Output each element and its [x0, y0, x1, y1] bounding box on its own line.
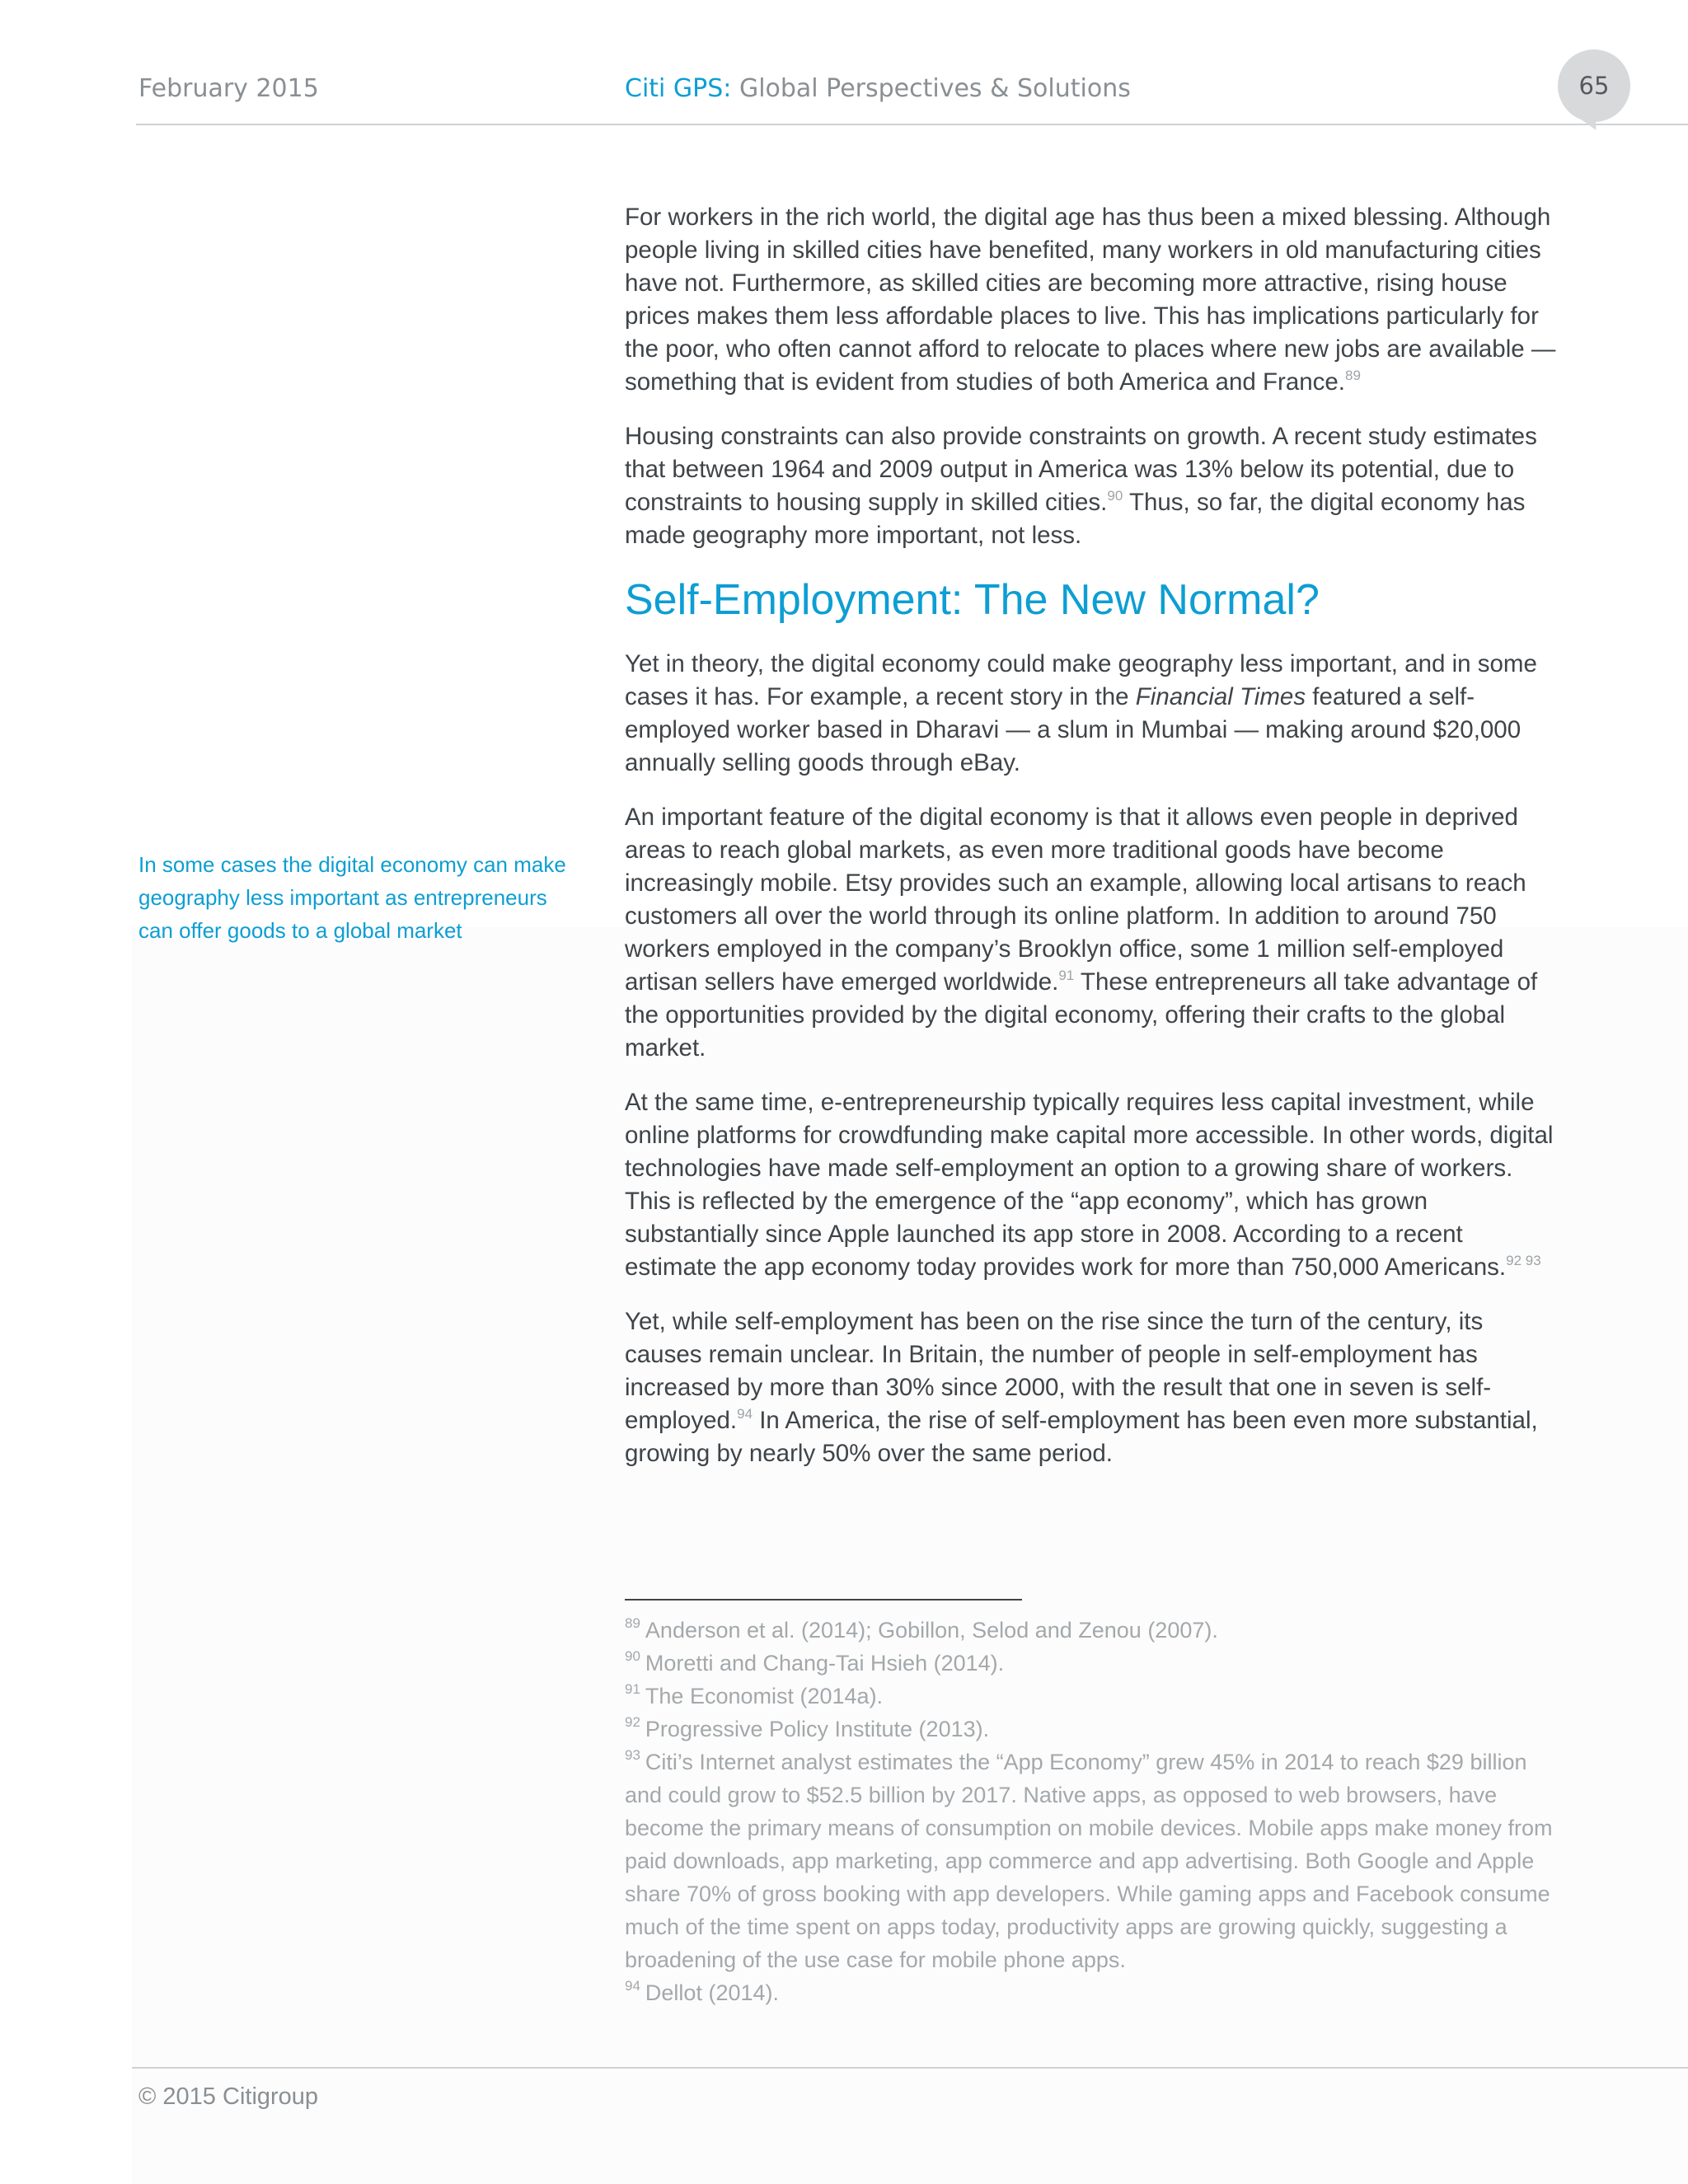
page-number: 65	[1578, 72, 1610, 100]
paragraph	[625, 420, 1556, 552]
header-divider	[136, 124, 1688, 125]
footnote	[625, 1976, 1556, 2009]
footnote-text: The Economist (2014a).	[645, 1684, 884, 1708]
footnote-text: Moretti and Chang-Tai Hsieh (2014).	[645, 1651, 1005, 1675]
page-number-badge	[1558, 49, 1630, 122]
paragraph	[625, 1086, 1556, 1284]
footnotes	[625, 1614, 1556, 2009]
header-date: February 2015	[138, 74, 319, 103]
footer-divider	[132, 2067, 1688, 2069]
paragraph-text: An important feature of the digital economy is that it allows even people in deprived areas to reach global markets, as even more traditional goods have become increasingly mobile. Etsy provides such an example, allowing local artisans to reach customers all over the world through its online platform. In addition to around 750 workers employed in the company’s Brooklyn office, some 1 million self-employed artisan sellers have emerged worldwide.	[625, 804, 1526, 996]
footnote-number: 92	[625, 1714, 640, 1730]
footnote-text: Anderson et al. (2014); Gobillon, Selod and Zenou (2007).	[645, 1618, 1218, 1643]
paragraph-text: These entrepreneurs all take advantage of the opportunities provided by the digital economy, offering their crafts to the global market.	[625, 968, 1538, 1062]
footnote-text: Progressive Policy Institute (2013).	[645, 1717, 990, 1741]
footnote-number: 90	[625, 1648, 640, 1664]
footnote	[625, 1647, 1556, 1680]
footnote-number: 94	[625, 1978, 640, 1994]
footnote-text: Citi’s Internet analyst estimates the “App Economy” grew 45% in 2014 to reach $29 billion and could grow to $52.5 billion by 2017. Native apps, as opposed to web browsers, have become the primary means of consumption on mobile devices. Mobile apps make money from paid downloads, app marketing, app commerce and app advertising. Both Google and Apple share 70% of gross booking with app developers. While gaming apps and Facebook consume much of the time spent on apps today, productivity apps are growing quickly, suggesting a broadening of the use case for mobile phone apps.	[625, 1750, 1553, 1972]
publication-title: Financial Times	[1135, 683, 1306, 710]
footnote-ref: 90	[1107, 488, 1123, 504]
footnote	[625, 1746, 1556, 1976]
header-subtitle: Global Perspectives & Solutions	[731, 74, 1131, 103]
footnote-number: 89	[625, 1615, 640, 1631]
paragraph-text: Housing constraints can also provide constraints on growth. A recent study estimates that between 1964 and 2009 output in America was 13% below its potential, due to constraints to housing supply in skilled cities.	[625, 423, 1537, 516]
footnote-ref: 89	[1344, 368, 1361, 383]
footnote-text: Dellot (2014).	[645, 1980, 780, 2005]
footnote-divider	[625, 1599, 1022, 1601]
footnote-ref: 94	[737, 1406, 753, 1422]
paragraph	[625, 801, 1556, 1065]
paragraph-text: Yet, while self-employment has been on the rise since the turn of the century, its causes remain unclear. In Britain, the number of people in self-employment has increased by more than 30% since 2000, with the result that one in seven is self-employed.	[625, 1308, 1492, 1434]
paragraph-text: In America, the rise of self-employment has been even more substantial, growing by nearly 50% over the same period.	[625, 1407, 1538, 1467]
footnote	[625, 1614, 1556, 1647]
footnote	[625, 1713, 1556, 1746]
footnote-ref: 91	[1058, 968, 1075, 983]
paragraph-text: Thus, so far, the digital economy has made geography more important, not less.	[625, 489, 1526, 549]
footer-copyright: © 2015 Citigroup	[138, 2083, 319, 2110]
sidenote-callout: In some cases the digital economy can make geography less important as entrepreneurs can offer goods to a global market	[138, 852, 566, 943]
article-body	[625, 201, 1556, 1492]
header-brand: Citi GPS:	[625, 74, 732, 103]
paragraph-text: At the same time, e-entrepreneurship typically requires less capital investment, while online platforms for crowdfunding make capital more accessible. In other words, digital technologies have made self-employment an option to a growing share of workers. This is reflected by the emergence of the “app economy”, which has grown substantially since Apple launched its app store in 2008. According to a recent estimate the app economy today provides work for more than 750,000 Americans.	[625, 1089, 1554, 1281]
paragraph	[625, 1305, 1556, 1470]
paragraph-text: Yet in theory, the digital economy could make geography less important, and in some cases it has. For example, a recent story in the	[625, 650, 1537, 710]
header-title	[625, 74, 1131, 103]
paragraph	[625, 648, 1556, 780]
footnote-number: 93	[625, 1747, 640, 1763]
paragraph	[625, 201, 1556, 399]
footnote-number: 91	[625, 1681, 640, 1697]
paragraph-text: For workers in the rich world, the digital age has thus been a mixed blessing. Although people living in skilled cities have benefited, many workers in old manufacturing cities have not. Furthermore, as skilled cities are becoming more attractive, rising house prices makes them less affordable places to live. This has implications particularly for the poor, who often cannot afford to relocate to places where new jobs are available — something that is evident from studies of both America and France.	[625, 204, 1556, 396]
footnote-ref: 92 93	[1506, 1253, 1541, 1268]
section-heading: Self-Employment: The New Normal?	[625, 576, 1320, 624]
footnote	[625, 1680, 1556, 1713]
paragraph-text: featured a self-employed worker based in Dharavi — a slum in Mumbai — making around $20,000 annually selling goods through eBay.	[625, 683, 1522, 776]
